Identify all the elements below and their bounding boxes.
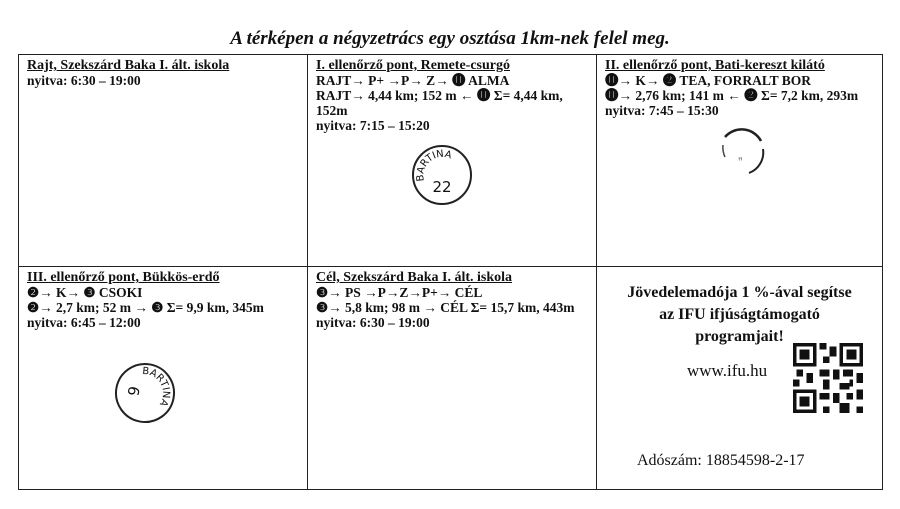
partial-stamp-icon: [713, 123, 773, 183]
checkpoint-3-heading: III. ellenőrző pont, Bükkös-erdő: [27, 270, 220, 285]
promo-line-3: programjait!: [695, 328, 784, 345]
start-hours: nyitva: 6:30 – 19:00: [27, 73, 141, 88]
checkpoint-2-hours: nyitva: 7:45 – 15:30: [605, 103, 719, 118]
checkpoint-2-heading: II. ellenőrző pont, Bati-kereszt kilátó: [605, 58, 825, 73]
checkpoint-1-distance: RAJT→ 4,44 km; 152 m ← ⓫ Σ= 4,44 km, 152m: [316, 88, 563, 118]
page-title: A térképen a négyzetrács egy osztása 1km-nek felel meg.: [230, 28, 670, 49]
checkpoint-2-cell: [597, 55, 882, 267]
checkpoint-2-distance: ⓫→ 2,76 km; 141 m ← ❷ Σ= 7,2 km, 293m: [605, 88, 859, 103]
checkpoint-1-route: RAJT→ P+ →P→ Z→ ⓫ ALMA: [316, 73, 510, 88]
tax-number: Adószám: 18854598-2-17: [637, 452, 805, 469]
finish-distance: ❸→ 5,8 km; 98 m → CÉL Σ= 15,7 km, 443m: [316, 300, 575, 315]
checkpoint-2-route: ⓫→ K→ ❷ TEA, FORRALT BOR: [605, 73, 812, 88]
finish-cell: [308, 267, 597, 489]
checkpoint-1-heading: I. ellenőrző pont, Remete-csurgó: [316, 58, 511, 73]
stamp-6-text: BARTINA: [141, 365, 172, 408]
stamp-22-icon: [412, 145, 472, 205]
checkpoint-1-cell: [308, 55, 597, 267]
promo-line-1: Jövedelemadója 1 %-ával segítse: [627, 284, 852, 301]
stamp-6-number: 6: [123, 384, 143, 398]
finish-heading: Cél, Szekszárd Baka I. ált. iskola: [316, 270, 513, 285]
checkpoint-3-distance: ❷→ 2,7 km; 52 m → ❸ Σ= 9,9 km, 345m: [27, 300, 264, 315]
checkpoint-1-hours: nyitva: 7:15 – 15:20: [316, 118, 430, 133]
promo-cell: [597, 267, 882, 489]
start-cell: [19, 55, 308, 267]
promo-line-2: az IFU ifjúságtámogató: [659, 306, 820, 323]
stamp-22-number: 22: [432, 178, 452, 196]
promo-text: [605, 282, 874, 348]
svg-text:BARTINA: [415, 149, 453, 182]
checkpoint-3-route: ❷→ K→ ❸ CSOKI: [27, 285, 143, 300]
svg-text:ꟸ: ꟸ: [738, 156, 743, 165]
checkpoint-3-cell: [19, 267, 308, 489]
qr-code-icon: [793, 343, 863, 413]
checkpoint-grid: [18, 54, 883, 490]
stamp-6-icon: [110, 358, 180, 428]
website-link[interactable]: www.ifu.hu: [687, 361, 768, 380]
start-heading: Rajt, Szekszárd Baka I. ált. iskola: [27, 58, 230, 73]
checkpoint-3-hours: nyitva: 6:45 – 12:00: [27, 315, 141, 330]
stamp-22-text: BARTINA: [415, 148, 453, 182]
finish-hours: nyitva: 6:30 – 19:00: [316, 315, 430, 330]
finish-route: ❸→ PS →P→Z→P+→ CÉL: [316, 285, 483, 300]
